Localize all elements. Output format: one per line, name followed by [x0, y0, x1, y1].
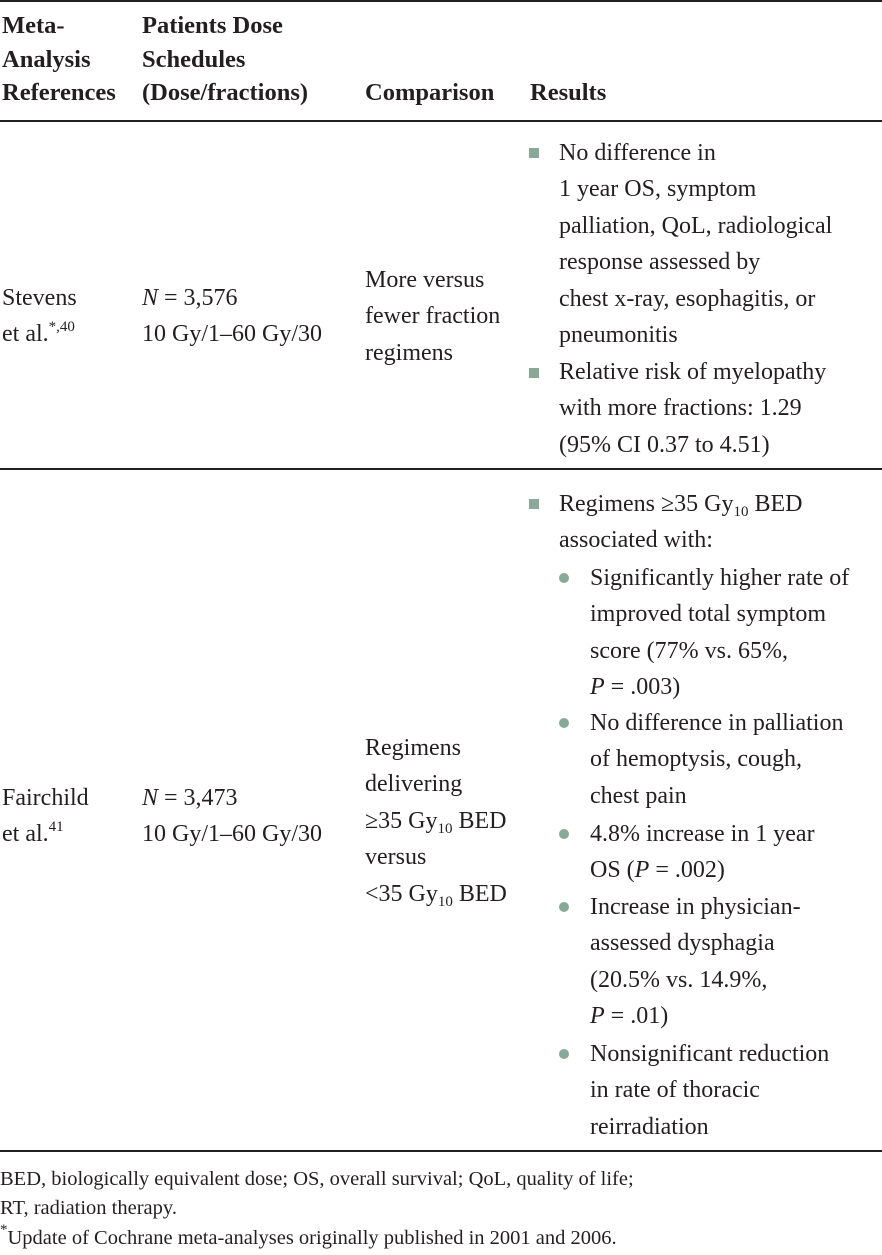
- header-references: Meta- Analysis References: [2, 12, 116, 106]
- row2-subresult-4: Increase in physician- assessed dysphagia (20.5% vs. 14.9%, P = .01): [590, 894, 801, 1030]
- round-bullet-icon: [559, 718, 569, 728]
- footnote-cochrane: *Update of Cochrane meta-analyses originally published in 2001 and 2006.: [0, 1222, 617, 1249]
- footnote-abbreviations: BED, biologically equivalent dose; OS, overall survival; QoL, quality of life; RT, radiation therapy.: [0, 1168, 634, 1219]
- header-comparison: Comparison: [365, 79, 495, 106]
- square-bullet-icon: [529, 368, 539, 378]
- row2-result-main: Regimens ≥35 $Gy_{10}$ BED associated with:: [559, 491, 803, 554]
- row2-dose-schedule: N = 3,473 10 Gy/1–60 Gy/30: [142, 785, 322, 848]
- table-top-rule: [0, 0, 882, 2]
- square-bullet-icon: [529, 148, 539, 158]
- round-bullet-icon: [559, 829, 569, 839]
- row2-subresult-2: No difference in palliation of hemoptysis, cough, chest pain: [590, 710, 844, 809]
- row1-result-1: No difference in 1 year OS, symptom palliation, QoL, radiological response assessed by chest x-ray, esophagitis, or pneumonitis: [559, 140, 833, 349]
- square-bullet-icon: [529, 499, 539, 509]
- row-divider-rule: [0, 468, 882, 470]
- header-results: Results: [530, 79, 607, 106]
- row2-subresult-5: Nonsignificant reduction in rate of thoracic reirradiation: [590, 1041, 830, 1140]
- row2-comparison: Regimens delivering ≥35 $Gy_{10}$ BED versus <35 $Gy_{10}$ BED: [365, 735, 507, 910]
- header-dose-schedules: Patients Dose Schedules (Dose/fractions): [142, 12, 309, 106]
- row1-reference: Stevens et al.$^{*,40}$: [2, 285, 77, 348]
- row1-comparison: More versus fewer fraction regimens: [365, 267, 501, 366]
- header-bottom-rule: [0, 120, 882, 122]
- row2-subresult-3: 4.8% increase in 1 year OS (P = .002): [590, 821, 815, 884]
- round-bullet-icon: [559, 1049, 569, 1059]
- table-bottom-rule: [0, 1150, 882, 1152]
- row2-reference: Fairchild et al.$^{41}$: [2, 785, 89, 848]
- round-bullet-icon: [559, 902, 569, 912]
- row1-dose-schedule: N = 3,576 10 Gy/1–60 Gy/30: [142, 285, 322, 348]
- round-bullet-icon: [559, 573, 569, 583]
- row2-subresult-1: Significantly higher rate of improved total symptom score (77% vs. 65%, P = .003): [590, 565, 850, 701]
- row1-result-2: Relative risk of myelopathy with more fractions: 1.29 (95% CI 0.37 to 4.51): [559, 359, 827, 458]
